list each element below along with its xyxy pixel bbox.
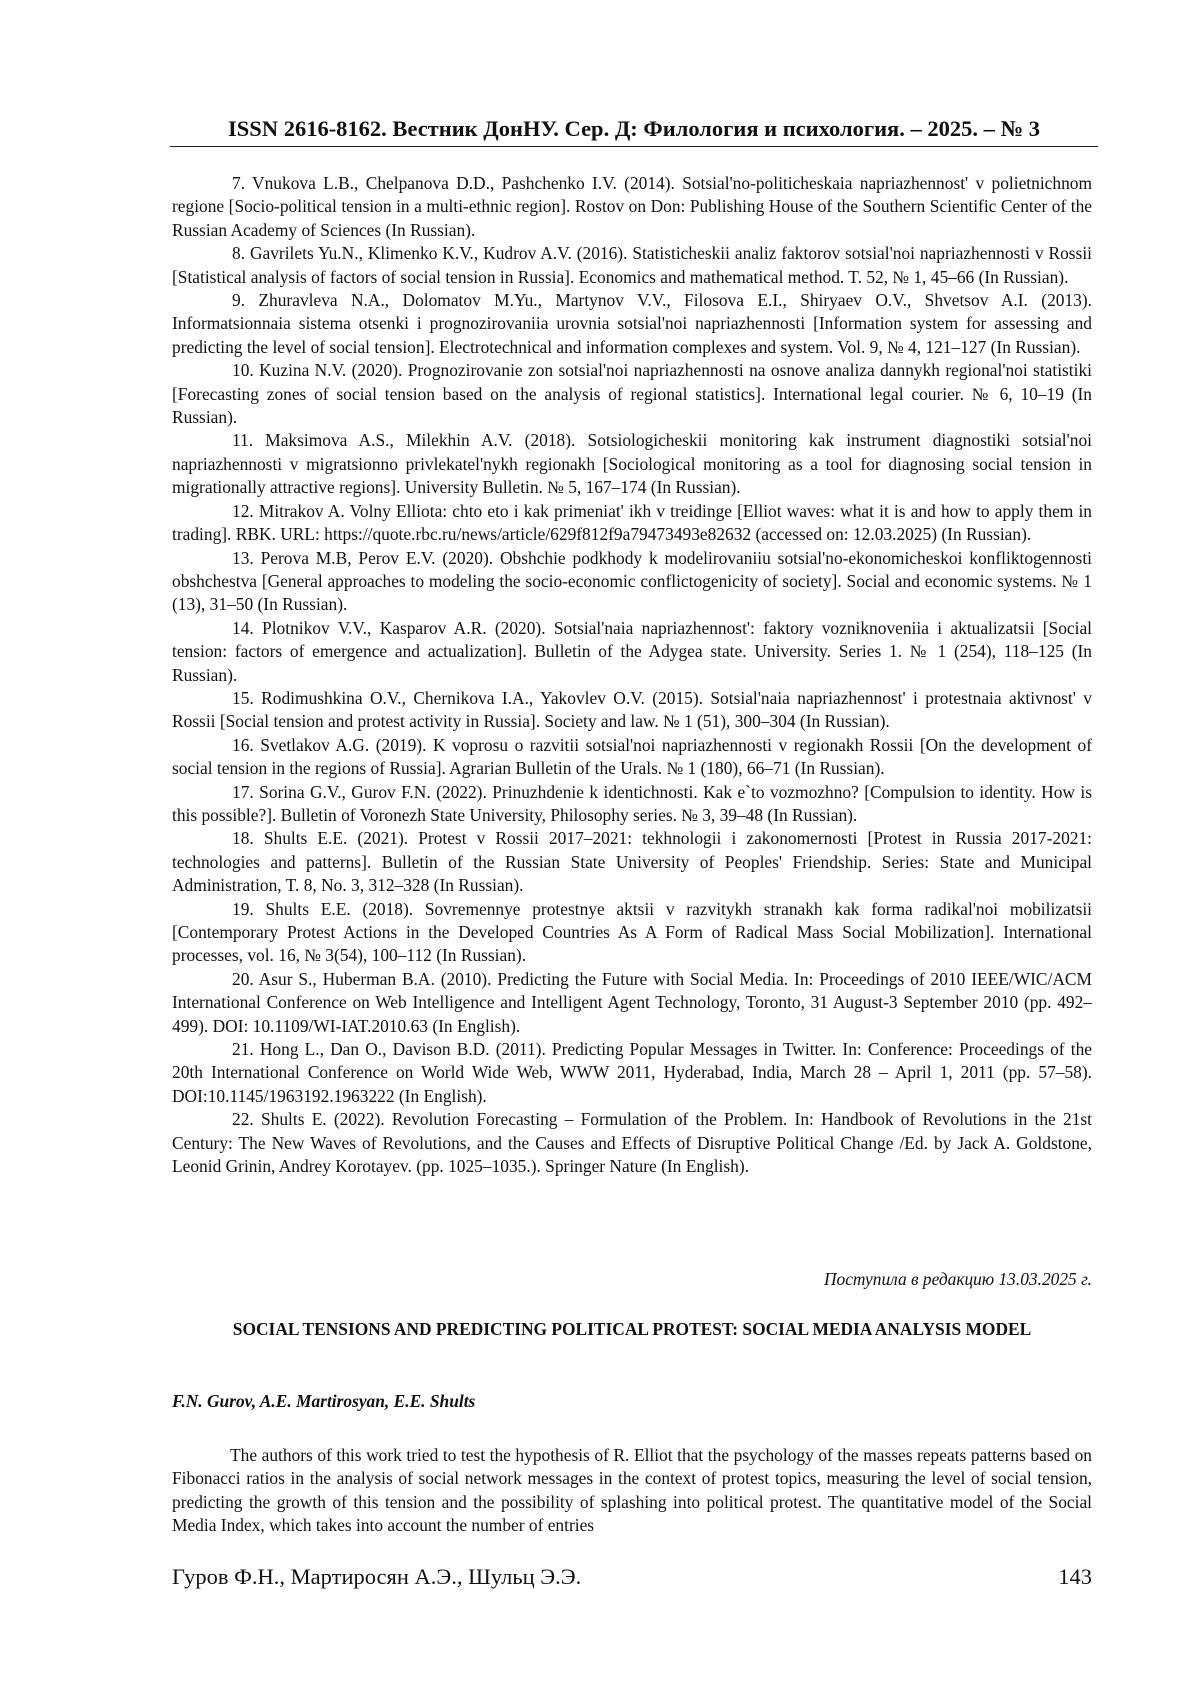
reference-list [172,172,1092,1178]
reference-item: 16. Svetlakov A.G. (2019). K voprosu o razvitii sotsial'noi napriazhennosti v regionakh Rossii [On the development of social tension in the regions of Russia]. Agrarian Bulletin of the Urals. № 1 (180), 66–71 (In Russian). [172,734,1092,779]
article-authors: F.N. Gurov, A.E. Martirosyan, E.E. Shults [172,1391,476,1411]
reference-item: 7. Vnukova L.B., Chelpanova D.D., Pashchenko I.V. (2014). Sotsial'no-politicheskaia napriazhennost' v polietnichnom regione [Socio-political tension in a multi-ethnic region]. Rostov on Don: Publishing House of the Southern Scientific Center of the Russian Academy of Sciences (In Russian). [172,173,1092,240]
reference-item: 15. Rodimushkina O.V., Chernikova I.A., Yakovlev O.V. (2015). Sotsial'naia napriazhennost' i protestnaia aktivnost' v Rossii [Social tension and protest activity in Russia]. Society and law. № 1 (51), 300–304 (In Russian). [172,687,1092,732]
reference-item: 20. Asur S., Huberman B.A. (2010). Predicting the Future with Social Media. In: Proceedings of 2010 IEEE/WIC/ACM International Conference on Web Intelligence and Intelligent Agent Technology, Toronto, 31 August-3 September 2010 (pp. 492–499). DOI: 10.1109/WI-IAT.2010.63 (In English). [172,968,1092,1036]
reference-item: 8. Gavrilets Yu.N., Klimenko K.V., Kudrov A.V. (2016). Statisticheskii analiz faktorov sotsial'noi napriazhennosti v Rossii [Statistical analysis of factors of social tension in Russia]. Economics and mathematical method. T. 52, № 1, 45–66 (In Russian). [172,243,1092,287]
reference-item: 17. Sorina G.V., Gurov F.N. (2022). Prinuzhdenie k identichnosti. Kak e`to vozmozhno? [Compulsion to identity. How is this possible?]. Bulletin of Voronezh State University, Philosophy series. № 3, 39–48 (In Russian). [172,781,1092,825]
reference-item: 11. Maksimova A.S., Milekhin A.V. (2018). Sotsiologicheskii monitoring kak instrument diagnostiki sotsial'noi napriazhennosti v migratsionno privlekatel'nykh regionakh [Sociological monitoring as a tool for diagnosing social tension in migrationally attractive regions]. University Bulletin. № 5, 167–174 (In Russian). [172,430,1092,498]
reference-item: 9. Zhuravleva N.A., Dolomatov M.Yu., Martynov V.V., Filosova E.I., Shiryaev O.V., Shvetsov A.I. (2013). Informatsionnaia sistema otsenki i prognozirovaniia urovnia sotsial'noi napriazhennosti [Information system for assessing and predicting the level of social tension]. Electrotechnical and information complexes and system. Vol. 9, № 4, 121–127 (In Russian). [172,290,1092,357]
page-number: 143 [1058,1564,1092,1589]
reference-item: 18. Shults E.E. (2021). Protest v Rossii 2017–2021: tekhnologii i zakonomernosti [Protest in Russia 2017-2021: technologies and patterns]. Bulletin of the Russian State University of Peoples' Friendship. Series: State and Municipal Administration, T. 8, No. 3, 312–328 (In Russian). [172,828,1092,896]
reference-item: 19. Shults E.E. (2018). Sovremennye protestnye aktsii v razvitykh stranakh kak forma radikal'noi mobilizatsii [Contemporary Protest Actions in the Developed Countries As A Form of Radical Mass Social Mobilization]. International processes, vol. 16, № 3(54), 100–112 (In Russian). [172,898,1092,966]
reference-item: 10. Kuzina N.V. (2020). Prognozirovanie zon sotsial'noi napriazhennosti na osnove analiza dannykh regional'noi statistiki [Forecasting zones of social tension based on the analysis of regional statistics]. International legal courier. № 6, 10–19 (In Russian). [172,360,1092,428]
article-title: SOCIAL TENSIONS AND PREDICTING POLITICAL PROTEST: SOCIAL MEDIA ANALYSIS MODEL [232,1319,1032,1339]
footer-authors: Гуров Ф.Н., Мартиросян А.Э., Шульц Э.Э. [172,1564,582,1589]
header-divider [170,146,1098,147]
reference-item: 12. Mitrakov A. Volny Elliota: chto eto i kak primeniat' ikh v treidinge [Elliot waves: what it is and how to apply them in trading]. RBK. URL: https://quote.rbc.ru/news/article/629f812f9a79473493e82632 (accessed on: 12.03.2025) (In Russian). [172,500,1092,545]
reference-item: 14. Plotnikov V.V., Kasparov A.R. (2020). Sotsial'naia napriazhennost': faktory vozniknoveniia i aktualizatsii [Social tension: factors of emergence and actualization]. Bulletin of the Adygea state. University. Series 1. № 1 (254), 118–125 (In Russian). [172,617,1092,685]
abstract-text: The authors of this work tried to test the hypothesis of R. Elliot that the psychology of the masses repeats patterns based on Fibonacci ratios in the analysis of social network messages in the context of protest topics, measuring the level of social tension, predicting the growth of this tension and the possibility of splashing into political protest. The quantitative model of the Social Media Index, which takes into account the number of entries [172,1445,1092,1536]
reference-item: 22. Shults E. (2022). Revolution Forecasting – Formulation of the Problem. In: Handbook of Revolutions in the 21st Century: The New Waves of Revolutions, and the Causes and Effects of Disruptive Political Change /Ed. by Jack A. Goldstone, Leonid Grinin, Andrey Korotayev. (pp. 1025–1035.). Springer Nature (In English). [172,1109,1092,1177]
running-header: ISSN 2616-8162. Вестник ДонНУ. Сер. Д: Филология и психология. – 2025. – № 3 [228,116,1040,141]
reference-item: 21. Hong L., Dan O., Davison B.D. (2011). Predicting Popular Messages in Twitter. In: Conference: Proceedings of the 20th International Conference on World Wide Web, WWW 2011, Hyderabad, India, March 28 – April 1, 2011 (pp. 57–58). DOI:10.1145/1963192.1963222 (In English). [172,1039,1092,1106]
received-date: Поступила в редакцию 13.03.2025 г. [823,1269,1092,1289]
reference-item: 13. Perova M.B, Perov E.V. (2020). Obshchie podkhody k modelirovaniiu sotsial'no-ekonomicheskoi konfliktogennosti obshchestva [General approaches to modeling the socio-economic conflictogenicity of society]. Social and economic systems. № 1 (13), 31–50 (In Russian). [172,547,1092,615]
